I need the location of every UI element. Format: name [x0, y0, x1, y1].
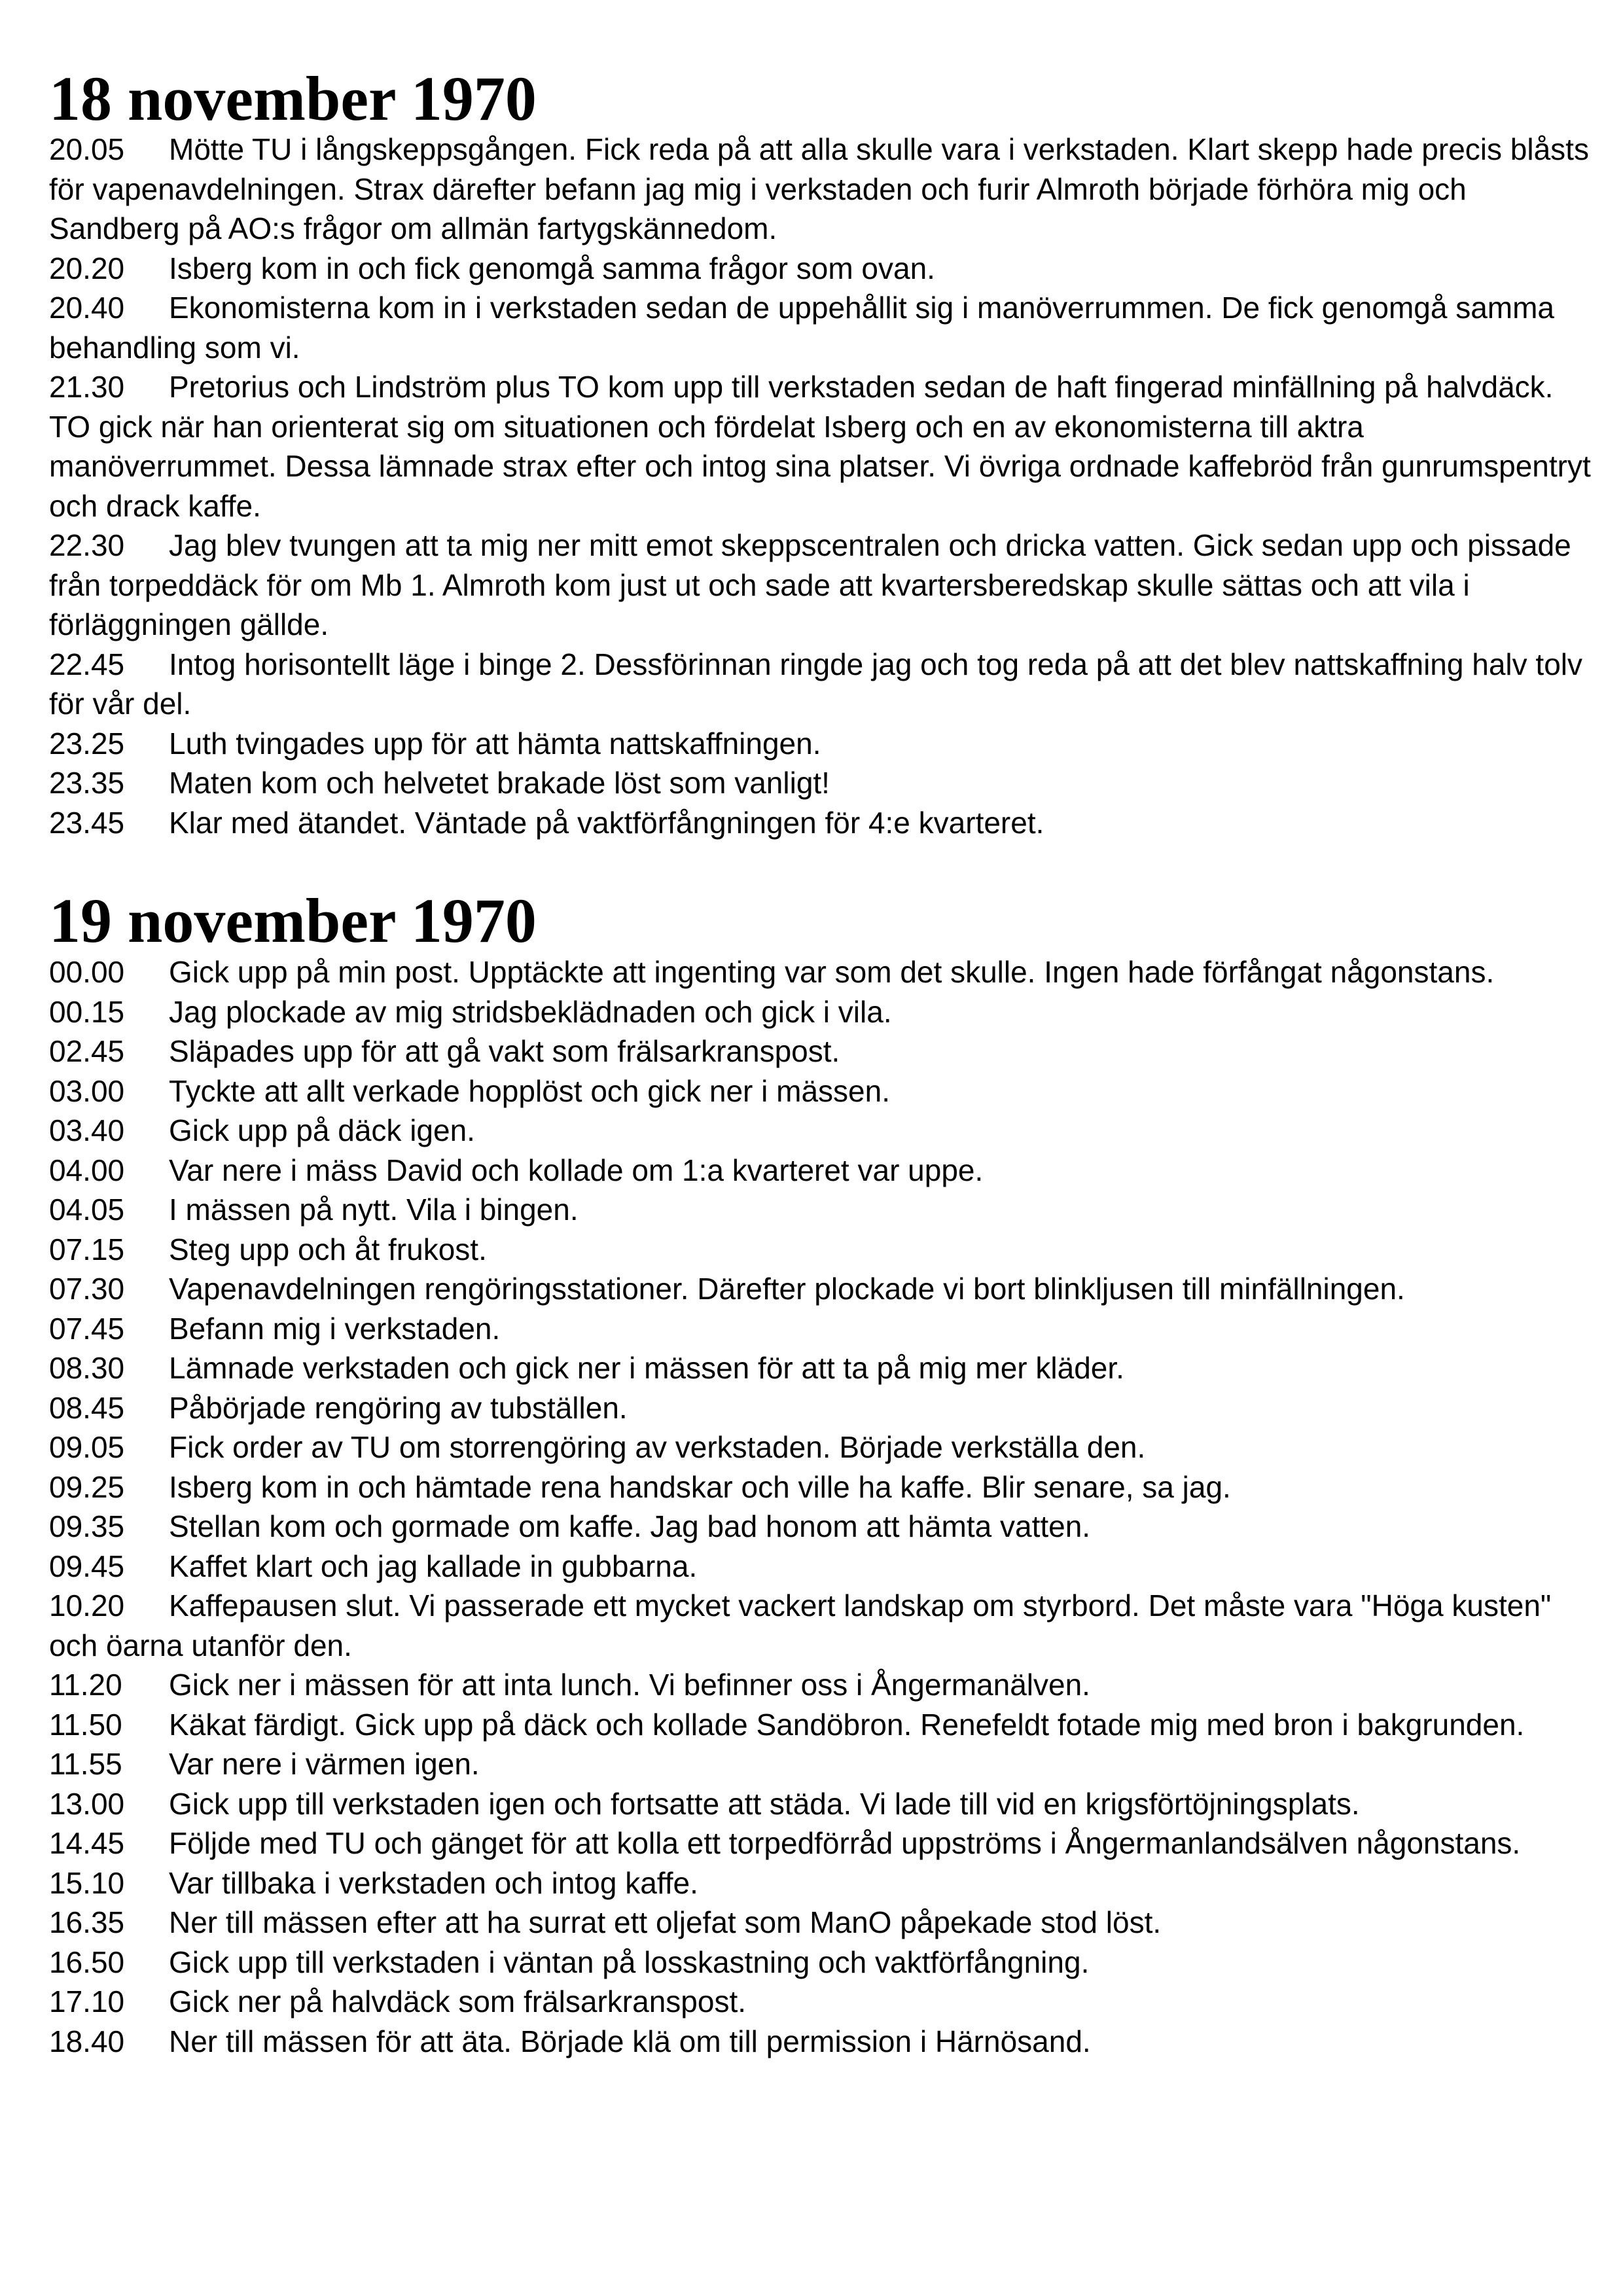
entry-text: Ner till mässen efter att ha surrat ett oljefat som ManO påpekade stod löst. [169, 1905, 1162, 1939]
log-entry [49, 288, 1594, 367]
entry-text: Isberg kom in och fick genomgå samma frågor som ovan. [169, 251, 935, 285]
entry-text: Ekonomisterna kom in i verkstaden sedan de uppehållit sig i manöverrummen. De fick genomgå samma behandling som vi. [49, 291, 1555, 365]
log-entry [49, 130, 1594, 249]
entry-time: 03.40 [49, 1113, 125, 1147]
log-entry [49, 1784, 1594, 1824]
entry-text: Gick upp till verkstaden igen och fortsatte att städa. Vi lade till vid en krigsförtöjningsplats. [169, 1786, 1360, 1821]
entry-text: Steg upp och åt frukost. [169, 1232, 487, 1266]
log-entry [49, 1744, 1594, 1784]
entry-time: 09.35 [49, 1509, 125, 1543]
entry-list [49, 130, 1594, 842]
entry-time: 11.20 [49, 1668, 122, 1702]
entry-time: 10.20 [49, 1588, 125, 1623]
entry-text: Tyckte att allt verkade hopplöst och gick ner i mässen. [169, 1073, 890, 1108]
log-entry [49, 803, 1594, 843]
entry-text: Gick upp till verkstaden i väntan på losskastning och vaktförfångning. [169, 1945, 1090, 1979]
entry-text: Intog horisontellt läge i binge 2. Dessförinnan ringde jag och tog reda på att det blev nattskaffning halv tolv för vår del. [49, 647, 1583, 721]
entry-time: 03.00 [49, 1073, 125, 1108]
entry-text: Jag blev tvungen att ta mig ner mitt emot skeppscentralen och dricka vatten. Gick sedan upp och pissade från torpeddäck för om Mb 1. Almroth kom just ut och sade att kvartersberedskap skulle sättas och att vila i förläggningen gällde. [49, 528, 1571, 641]
entry-text: Gick upp på min post. Upptäckte att ingenting var som det skulle. Ingen hade förfångat någonstans. [169, 955, 1495, 989]
entry-text: Gick ner i mässen för att inta lunch. Vi befinner oss i Ångermanälven. [169, 1668, 1090, 1702]
entry-text: Gick upp på däck igen. [169, 1113, 475, 1147]
entry-time: 00.00 [49, 955, 125, 989]
entry-text: Var tillbaka i verkstaden och intog kaffe. [169, 1865, 698, 1900]
entry-time: 08.45 [49, 1390, 125, 1425]
entry-text: I mässen på nytt. Vila i bingen. [169, 1193, 579, 1227]
log-entry [49, 1903, 1594, 1943]
entry-text: Släpades upp för att gå vakt som frälsarkranspost. [169, 1034, 840, 1068]
entry-time: 16.35 [49, 1905, 125, 1939]
log-entry [49, 1427, 1594, 1467]
entry-text: Ner till mässen för att äta. Började klä om till permission i Härnösand. [169, 2024, 1091, 2058]
entry-text: Luth tvingades upp för att hämta nattskaffningen. [169, 726, 821, 761]
log-entry [49, 724, 1594, 764]
entry-text: Stellan kom och gormade om kaffe. Jag bad honom att hämta vatten. [169, 1509, 1091, 1543]
section-title: 19 november 1970 [49, 886, 537, 956]
log-entry [49, 1190, 1594, 1230]
log-entry [49, 1269, 1594, 1309]
entry-time: 09.05 [49, 1430, 125, 1464]
log-entry [49, 1507, 1594, 1547]
entry-time: 17.10 [49, 1984, 125, 2018]
log-entry [49, 1230, 1594, 1270]
log-entry [49, 526, 1594, 645]
entry-text: Vapenavdelningen rengöringsstationer. Därefter plockade vi bort blinkljusen till minfällningen. [169, 1272, 1405, 1306]
log-entry [49, 992, 1594, 1032]
log-entry [49, 1943, 1594, 1982]
entry-time: 16.50 [49, 1945, 125, 1979]
entry-time: 20.40 [49, 291, 125, 325]
log-entry [49, 1823, 1594, 1863]
entry-text: Var nere i värmen igen. [169, 1747, 480, 1781]
log-entry [49, 645, 1594, 724]
log-entry [49, 1388, 1594, 1428]
entry-time: 11.50 [49, 1707, 122, 1742]
log-entry [49, 1547, 1594, 1587]
entry-time: 18.40 [49, 2024, 125, 2058]
entry-time: 23.35 [49, 766, 125, 800]
entry-time: 07.30 [49, 1272, 125, 1306]
log-entry [49, 1665, 1594, 1705]
log-entry [49, 1031, 1594, 1071]
entry-time: 04.05 [49, 1193, 125, 1227]
entry-text: Jag plockade av mig stridsbeklädnaden och gick i vila. [169, 994, 892, 1029]
entry-time: 02.45 [49, 1034, 125, 1068]
entry-time: 08.30 [49, 1351, 125, 1385]
entry-time: 21.30 [49, 370, 125, 404]
log-entry [49, 763, 1594, 803]
entry-time: 14.45 [49, 1826, 125, 1860]
log-entry [49, 367, 1594, 526]
log-entry [49, 1863, 1594, 1903]
entry-text: Klar med ätandet. Väntade på vaktförfångningen för 4:e kvarteret. [169, 805, 1044, 840]
section-title: 18 november 1970 [49, 63, 537, 134]
entry-time: 00.15 [49, 994, 125, 1029]
log-entry [49, 1705, 1594, 1745]
entry-text: Följde med TU och gänget för att kolla ett torpedförråd uppströms i Ångermanlandsälven någonstans. [169, 1826, 1521, 1860]
entry-list [49, 952, 1594, 2061]
log-entry [49, 1348, 1594, 1388]
entry-time: 23.45 [49, 805, 125, 840]
entry-text: Isberg kom in och hämtade rena handskar och ville ha kaffe. Blir senare, sa jag. [169, 1469, 1231, 1504]
log-entry [49, 1111, 1594, 1151]
entry-text: Käkat färdigt. Gick upp på däck och kollade Sandöbron. Renefeldt fotade mig med bron i bakgrunden. [169, 1707, 1525, 1742]
entry-time: 09.25 [49, 1469, 125, 1504]
entry-time: 13.00 [49, 1786, 125, 1821]
entry-time: 22.45 [49, 647, 125, 681]
entry-time: 09.45 [49, 1549, 125, 1583]
entry-text: Pretorius och Lindström plus TO kom upp till verkstaden sedan de haft fingerad minfällning på halvdäck. TO gick när han orienterat sig om situationen och fördelat Isberg och en av ekonomisterna till aktra manöverrummet. Dessa lämnade strax efter och intog sina platser. Vi övriga ordnade kaffebröd från gunrumspentryt och drack kaffe. [49, 370, 1591, 523]
log-entry [49, 1467, 1594, 1507]
entry-text: Mötte TU i långskeppsgången. Fick reda på att alla skulle vara i verkstaden. Klart skepp hade precis blåsts för vapenavdelningen. Strax därefter befann jag mig i verkstaden och furir Almroth började förhöra mig och Sandberg på AO:s frågor om allmän fartygskännedom. [49, 132, 1589, 245]
entry-time: 07.15 [49, 1232, 125, 1266]
log-entry [49, 2022, 1594, 2062]
log-entry [49, 1982, 1594, 2022]
entry-text: Gick ner på halvdäck som frälsarkranspost. [169, 1984, 747, 2018]
entry-text: Påbörjade rengöring av tubställen. [169, 1390, 628, 1425]
entry-text: Var nere i mäss David och kollade om 1:a kvarteret var uppe. [169, 1153, 984, 1187]
entry-text: Lämnade verkstaden och gick ner i mässen för att ta på mig mer kläder. [169, 1351, 1124, 1385]
entry-time: 20.20 [49, 251, 125, 285]
entry-text: Kaffepausen slut. Vi passerade ett mycket vackert landskap om styrbord. Det måste vara "Höga kusten" och öarna utanför den. [49, 1588, 1552, 1662]
log-entry [49, 249, 1594, 289]
log-entry [49, 1309, 1594, 1349]
entry-text: Befann mig i verkstaden. [169, 1311, 501, 1346]
entry-time: 20.05 [49, 132, 125, 166]
log-entry [49, 952, 1594, 992]
log-entry [49, 1071, 1594, 1111]
entry-text: Kaffet klart och jag kallade in gubbarna. [169, 1549, 698, 1583]
entry-text: Fick order av TU om storrengöring av verkstaden. Började verkställa den. [169, 1430, 1146, 1464]
entry-time: 23.25 [49, 726, 125, 761]
entry-time: 22.30 [49, 528, 125, 562]
entry-time: 04.00 [49, 1153, 125, 1187]
log-entry [49, 1151, 1594, 1191]
log-entry [49, 1586, 1594, 1665]
entry-time: 15.10 [49, 1865, 125, 1900]
entry-time: 11.55 [49, 1747, 122, 1781]
entry-text: Maten kom och helvetet brakade löst som vanligt! [169, 766, 830, 800]
entry-time: 07.45 [49, 1311, 125, 1346]
